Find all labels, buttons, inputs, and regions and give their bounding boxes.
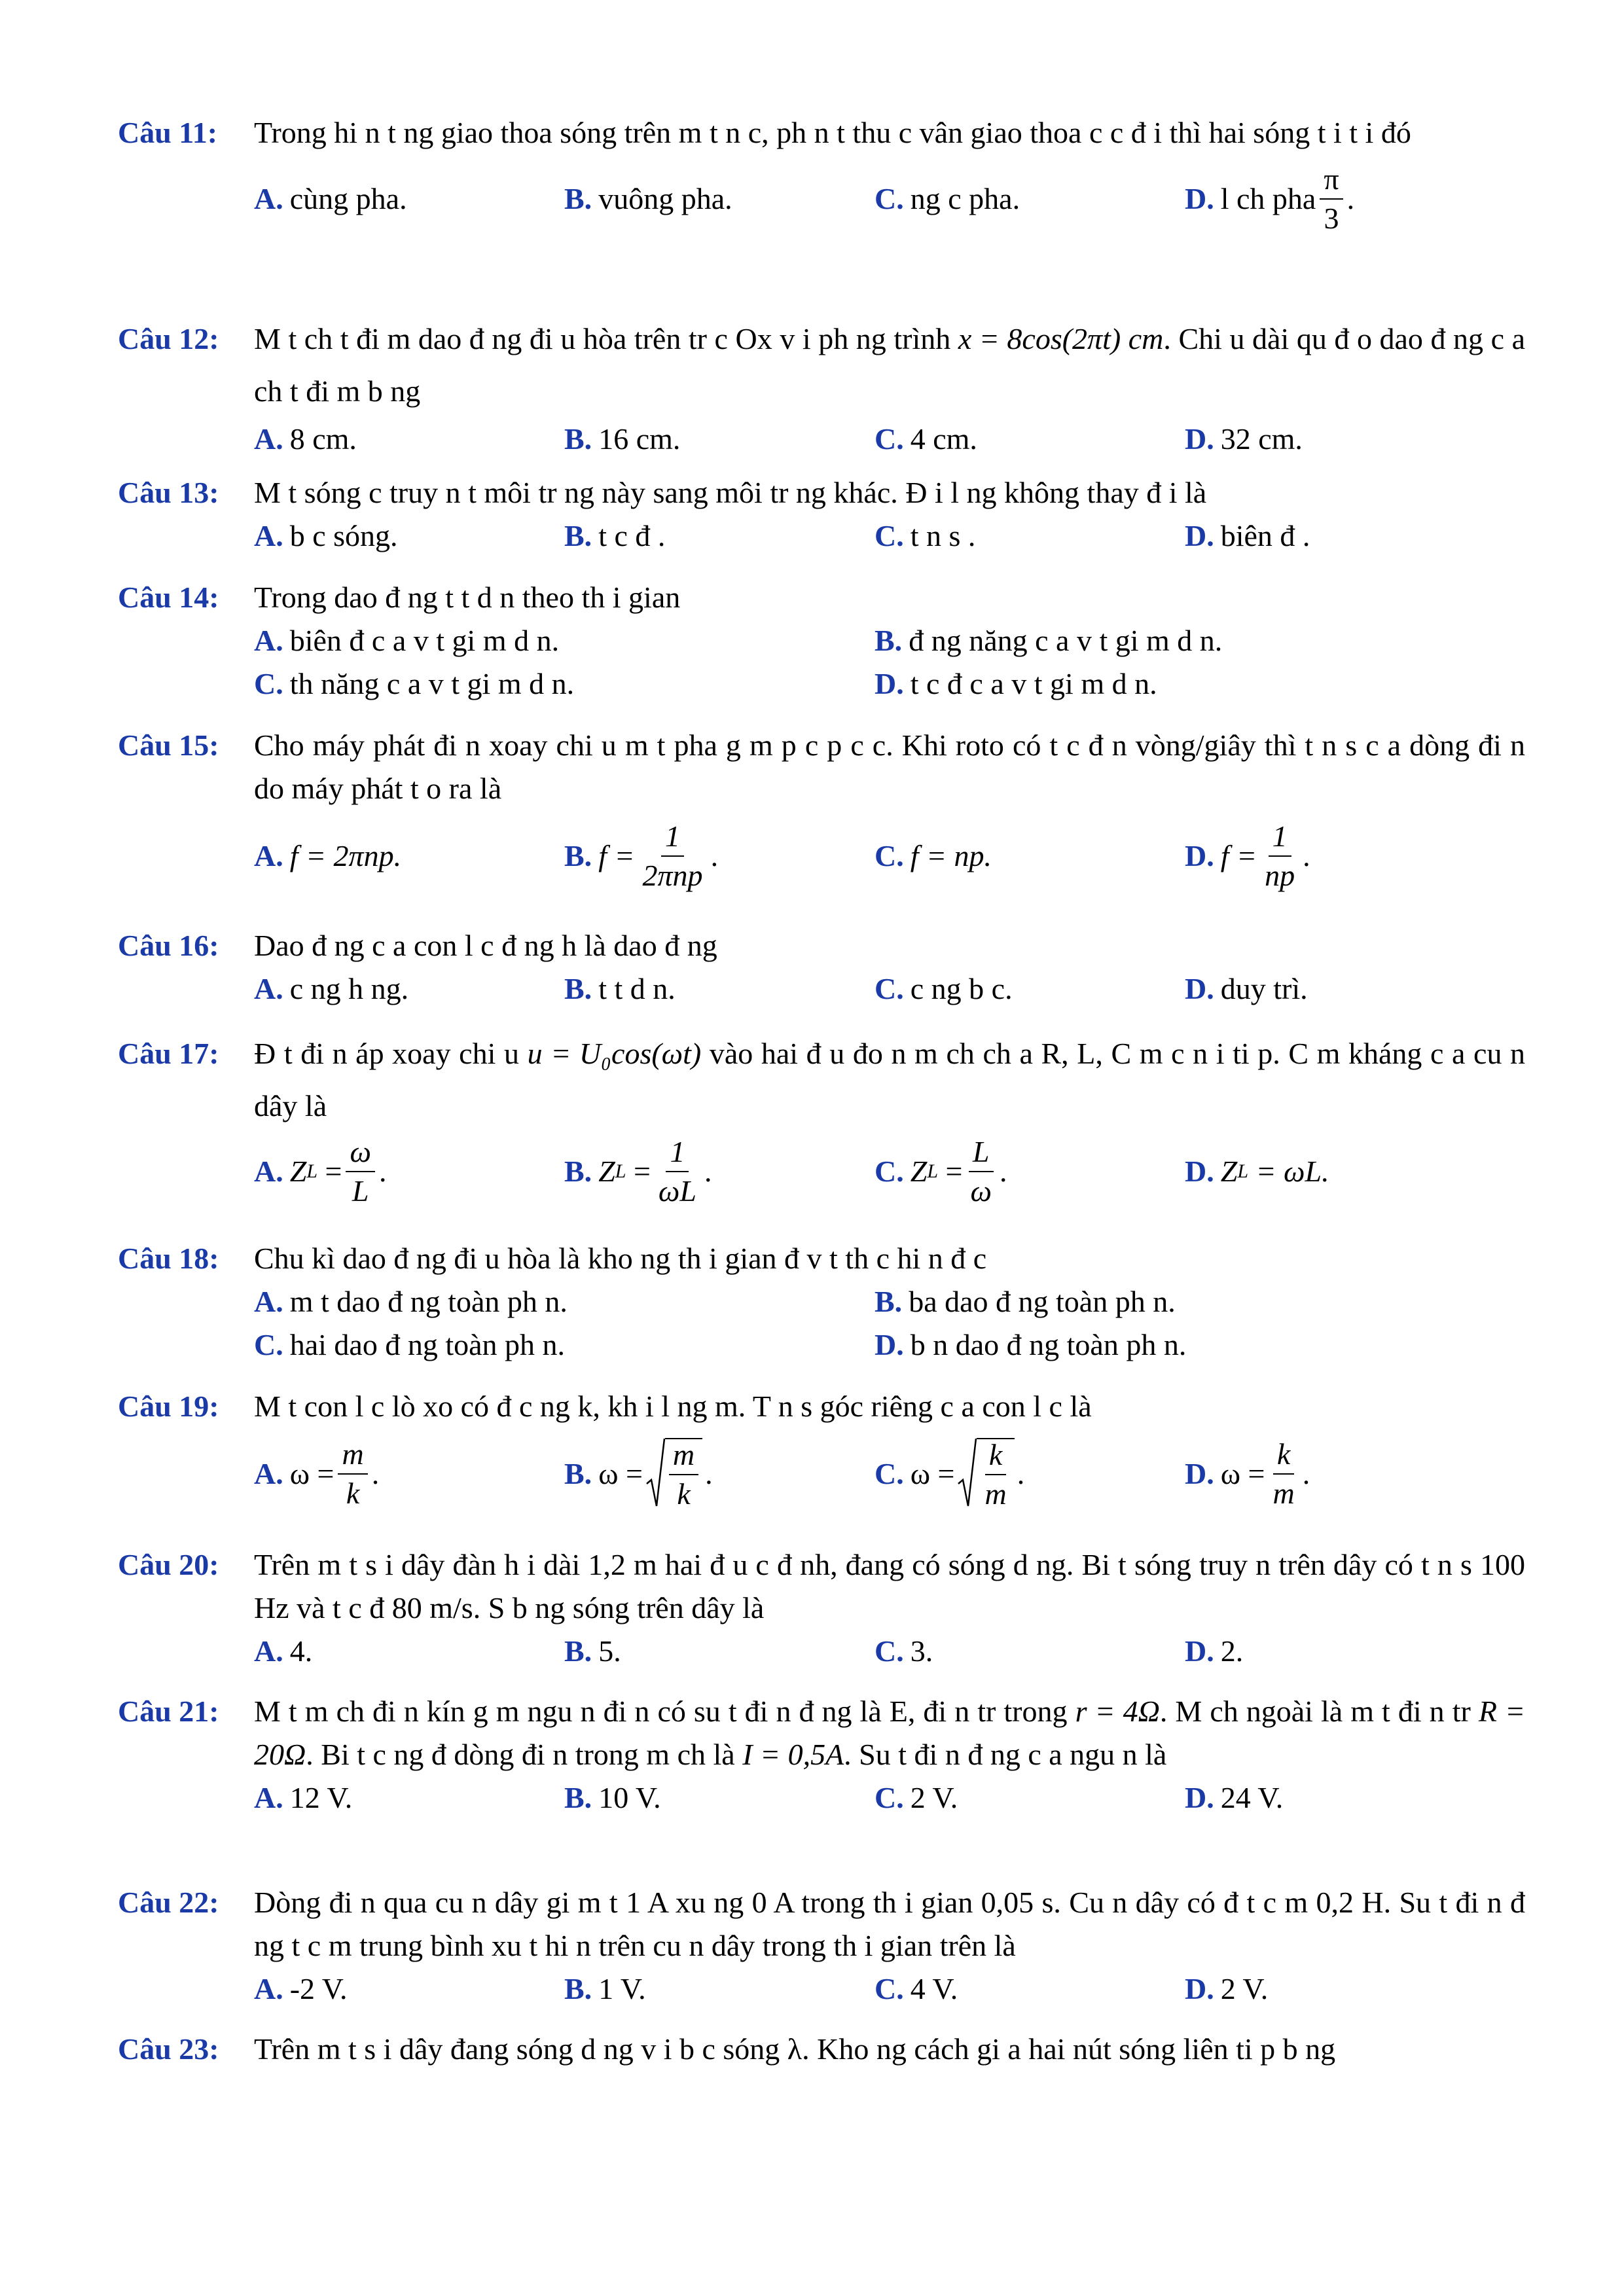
radical-sign-icon <box>645 1438 665 1510</box>
option-c[interactable]: C. 3. <box>875 1634 933 1668</box>
fraction: $\frac{m}{k}$ <box>338 1439 367 1509</box>
option-d[interactable]: D. ω = $\frac{k}{m}$ . <box>1185 1437 1310 1510</box>
option-c[interactable]: C. ω = $\frac{k}{m}$ . <box>875 1438 1025 1511</box>
question-20 <box>118 1543 1525 1673</box>
question-number: Câu 14: <box>118 581 219 614</box>
option-b[interactable]: B. 1 V. <box>564 1972 646 2005</box>
option-a[interactable]: A. cùng pha. <box>254 182 407 215</box>
question-text: Cho máy phát đi n xoay chi u m t pha g m p c p c c. Khi roto có t c đ n vòng/giây thì t n s c a dòng đi n do máy phát t o ra là <box>254 728 1525 805</box>
option-a[interactable]: A. 8 cm. <box>254 422 357 456</box>
question-text: Đ t đi n áp xoay chi u u = U₀cos(ωt) vào hai đ u đo n m ch ch a R, L, C m c n i ti p. C m kháng c a cu n dây là <box>254 1037 1526 1122</box>
option-b[interactable]: B. 5. <box>564 1634 621 1668</box>
question-number: Câu 20: <box>118 1548 219 1581</box>
option-b[interactable]: B. t c đ . <box>564 519 666 552</box>
square-root <box>645 1438 702 1510</box>
question-number: Câu 15: <box>118 728 219 762</box>
question-11 <box>118 111 1525 238</box>
fraction: $\frac{L}{\omega}$ <box>966 1137 995 1206</box>
fraction: $\frac{k}{m}$ <box>984 1438 1007 1511</box>
option-b[interactable]: B. f = $\frac{1}{\text{2πnp}}$ . <box>564 819 719 892</box>
option-a[interactable]: A. Z L = $\frac{\omega}{L}$ . <box>254 1135 387 1208</box>
question-number: Câu 22: <box>118 1886 219 1919</box>
option-d[interactable]: D. Z L = ωL. <box>1185 1155 1329 1188</box>
option-a[interactable]: A. biên đ c a v t gi m d n. <box>254 624 560 657</box>
square-root <box>957 1438 1014 1510</box>
question-text: Chu kì dao đ ng đi u hòa là kho ng th i gian đ v t th c hi n đ c <box>254 1242 987 1275</box>
formula: r = 4Ω <box>1075 1695 1160 1728</box>
option-b[interactable]: B. 10 V. <box>564 1781 661 1814</box>
option-a[interactable]: A. m t dao đ ng toàn ph n. <box>254 1285 568 1318</box>
option-a[interactable]: A. 12 V. <box>254 1781 353 1814</box>
option-a[interactable]: A. ω = $\frac{m}{k}$ . <box>254 1437 380 1510</box>
option-a[interactable]: A. f = 2πnp. <box>254 839 402 872</box>
option-c[interactable]: C. hai dao đ ng toàn ph n. <box>254 1328 566 1361</box>
fraction: $\frac{1}{\omega L}$ <box>658 1135 696 1208</box>
question-19 <box>118 1385 1525 1513</box>
fraction: $\frac{1}{\text{2πnp}}$ <box>642 819 703 892</box>
question-text: M t ch t đi m dao đ ng đi u hòa trên tr c Ox v i ph ng trình x = 8cos(2πt) cm. Chi u dài qu đ o dao đ ng c a ch t đi m b ng <box>254 322 1526 408</box>
option-a[interactable]: A. c ng h ng. <box>254 972 409 1005</box>
option-b[interactable]: B. t t d n. <box>564 972 676 1005</box>
question-number: Câu 17: <box>118 1037 219 1070</box>
radical-sign-icon <box>957 1438 977 1510</box>
question-text: M t con l c lò xo có đ c ng k, kh i l ng m. T n s góc riêng c a con l c là <box>254 1390 1092 1423</box>
question-number: Câu 12: <box>118 322 219 355</box>
question-text: Trong dao đ ng t t d n theo th i gian <box>254 581 681 614</box>
question-number: Câu 21: <box>118 1695 219 1728</box>
fraction: $\frac{1}{np}$ <box>1265 819 1295 892</box>
option-d[interactable]: D. 2 V. <box>1185 1972 1269 2005</box>
question-text: Dao đ ng c a con l c đ ng h là dao đ ng <box>254 929 717 962</box>
question-14 <box>118 576 1525 706</box>
option-b[interactable]: B. Z L = $\frac{1}{\omega L}$ . <box>564 1135 712 1208</box>
question-15 <box>118 724 1525 895</box>
option-b[interactable]: B. vuông pha. <box>564 182 732 215</box>
option-d[interactable]: D. 32 cm. <box>1185 422 1303 456</box>
question-number: Câu 18: <box>118 1242 219 1275</box>
question-12 <box>118 313 1525 461</box>
fraction: $\frac{k}{m}$ <box>1272 1437 1295 1510</box>
option-d[interactable]: D. l ch pha $\frac{\pi}{3}$ . <box>1185 162 1355 235</box>
question-text: M t m ch đi n kín g m ngu n đi n có su t đi n đ ng là E, đi n tr trong r = 4Ω. M ch ngoài là m t đi n tr R = 20Ω. Bi t c ng đ dòng đi n trong m ch là I = 0,5A. Su t đi n đ ng c a ngu n là <box>254 1695 1526 1771</box>
formula: x = 8cos(2πt) cm <box>958 322 1164 355</box>
question-number: Câu 23: <box>118 2032 219 2066</box>
question-21 <box>118 1690 1525 1820</box>
fraction: $\frac{\pi}{3}$ <box>1320 164 1343 234</box>
option-c[interactable]: C. t n s . <box>875 519 976 552</box>
option-a[interactable]: A. -2 V. <box>254 1972 348 2005</box>
question-text: Trên m t s i dây đang sóng d ng v i b c sóng λ. Kho ng cách gi a hai nút sóng liên ti p b ng <box>254 2032 1336 2066</box>
question-16 <box>118 924 1525 1011</box>
option-d[interactable]: D. t c đ c a v t gi m d n. <box>875 667 1157 700</box>
option-c[interactable]: C. 2 V. <box>875 1781 958 1814</box>
question-text: Trên m t s i dây đàn h i dài 1,2 m hai đ u c đ nh, đang có sóng d ng. Bi t sóng truy n trên dây có t n s 100 Hz và t c đ 80 m/s. S b ng sóng trên dây là <box>254 1548 1525 1624</box>
option-d[interactable]: D. 24 V. <box>1185 1781 1284 1814</box>
option-c[interactable]: C. ng c pha. <box>875 182 1020 215</box>
option-d[interactable]: D. duy trì. <box>1185 972 1308 1005</box>
question-text: Dòng đi n qua cu n dây gi m t 1 A xu ng 0 A trong th i gian 0,05 s. Cu n dây có đ t c m 0,2 H. Su t đi n đ ng t c m trung bình xu t hi n trên cu n dây trong th i gian trên là <box>254 1886 1525 1962</box>
option-c[interactable]: C. 4 V. <box>875 1972 958 2005</box>
option-d[interactable]: D. b n dao đ ng toàn ph n. <box>875 1328 1187 1361</box>
question-number: Câu 19: <box>118 1390 219 1423</box>
option-c[interactable]: C. Z L = $\frac{L}{\omega}$ . <box>875 1135 1007 1208</box>
option-c[interactable]: C. 4 cm. <box>875 422 977 456</box>
option-b[interactable]: B. đ ng năng c a v t gi m d n. <box>875 624 1223 657</box>
option-a[interactable]: A. b c sóng. <box>254 519 398 552</box>
option-c[interactable]: C. th năng c a v t gi m d n. <box>254 667 575 700</box>
option-b[interactable]: B. 16 cm. <box>564 422 681 456</box>
question-22 <box>118 1881 1525 2011</box>
question-23 <box>118 2028 1525 2071</box>
option-c[interactable]: C. f = np. <box>875 839 992 872</box>
question-number: Câu 13: <box>118 476 219 509</box>
formula: R = 20Ω <box>254 1695 1526 1771</box>
question-text: Trong hi n t ng giao thoa sóng trên m t n c, ph n t thu c vân giao thoa c c đ i thì hai sóng t i t i đó <box>254 116 1411 149</box>
option-b[interactable]: B. ω = $\frac{m}{k}$ . <box>564 1438 713 1511</box>
fraction: $\frac{m}{k}$ <box>669 1440 698 1509</box>
formula: I = 0,5A <box>742 1738 844 1771</box>
option-d[interactable]: D. f = $\frac{1}{np}$ . <box>1185 819 1310 892</box>
option-d[interactable]: D. biên đ . <box>1185 519 1310 552</box>
question-number: Câu 11: <box>118 116 218 149</box>
question-13 <box>118 471 1525 558</box>
question-17 <box>118 1028 1525 1211</box>
option-d[interactable]: D. 2. <box>1185 1634 1244 1668</box>
option-a[interactable]: A. 4. <box>254 1634 313 1668</box>
option-c[interactable]: C. c ng b c. <box>875 972 1013 1005</box>
question-text: M t sóng c truy n t môi tr ng này sang môi tr ng khác. Đ i l ng không thay đ i là <box>254 476 1207 509</box>
fraction: $\frac{\omega}{L}$ <box>346 1137 374 1206</box>
question-number: Câu 16: <box>118 929 219 962</box>
option-b[interactable]: B. ba dao đ ng toàn ph n. <box>875 1285 1176 1318</box>
formula: u = U₀cos(ωt) <box>527 1037 702 1070</box>
question-18 <box>118 1237 1525 1367</box>
